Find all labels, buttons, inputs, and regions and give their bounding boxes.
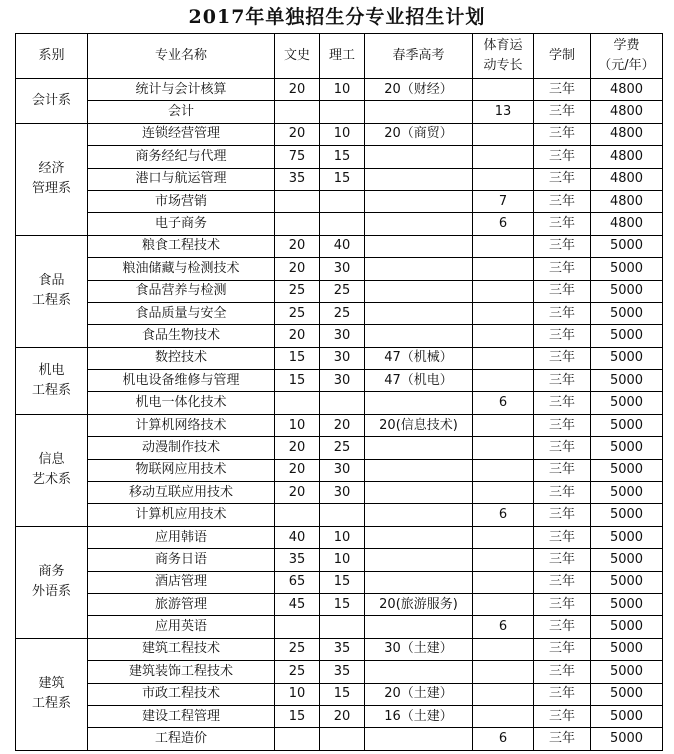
table-row bbox=[16, 683, 663, 705]
spring-cell bbox=[365, 482, 473, 504]
table-row bbox=[16, 593, 663, 615]
fee-cell: 5000 bbox=[591, 459, 663, 481]
spring-cell: 20(信息技术) bbox=[365, 414, 473, 436]
table-row bbox=[16, 235, 663, 257]
major-cell: 食品生物技术 bbox=[88, 325, 275, 347]
arts-cell: 25 bbox=[275, 280, 320, 302]
duration-cell: 三年 bbox=[534, 258, 591, 280]
duration-cell: 三年 bbox=[534, 571, 591, 593]
arts-cell bbox=[275, 101, 320, 123]
sports-cell bbox=[473, 325, 534, 347]
arts-cell bbox=[275, 213, 320, 235]
duration-cell: 三年 bbox=[534, 661, 591, 683]
arts-cell: 25 bbox=[275, 661, 320, 683]
table-row bbox=[16, 101, 663, 123]
major-cell: 物联网应用技术 bbox=[88, 459, 275, 481]
science-cell: 20 bbox=[320, 414, 365, 436]
science-cell: 10 bbox=[320, 79, 365, 101]
fee-cell: 5000 bbox=[591, 526, 663, 548]
arts-cell bbox=[275, 190, 320, 212]
table-row bbox=[16, 146, 663, 168]
table-body bbox=[16, 79, 663, 751]
fee-cell: 5000 bbox=[591, 325, 663, 347]
arts-cell bbox=[275, 504, 320, 526]
spring-cell: 16（土建） bbox=[365, 705, 473, 727]
science-cell: 20 bbox=[320, 705, 365, 727]
science-cell: 30 bbox=[320, 325, 365, 347]
major-cell: 计算机网络技术 bbox=[88, 414, 275, 436]
spring-cell: 47（机电） bbox=[365, 370, 473, 392]
sports-cell: 13 bbox=[473, 101, 534, 123]
duration-cell: 三年 bbox=[534, 504, 591, 526]
major-cell: 食品质量与安全 bbox=[88, 302, 275, 324]
header-row bbox=[16, 34, 663, 79]
dept-name-line: 建筑 bbox=[38, 676, 65, 692]
fee-cell: 5000 bbox=[591, 638, 663, 660]
arts-cell: 20 bbox=[275, 79, 320, 101]
science-cell: 10 bbox=[320, 549, 365, 571]
header-sports-line2: 动专长 bbox=[483, 58, 523, 73]
duration-cell: 三年 bbox=[534, 213, 591, 235]
major-cell: 工程造价 bbox=[88, 728, 275, 750]
spring-cell: 47（机械） bbox=[365, 347, 473, 369]
spring-cell bbox=[365, 146, 473, 168]
sports-cell: 6 bbox=[473, 616, 534, 638]
science-cell: 10 bbox=[320, 123, 365, 145]
sports-cell bbox=[473, 302, 534, 324]
science-cell: 25 bbox=[320, 437, 365, 459]
sports-cell bbox=[473, 79, 534, 101]
sports-cell: 6 bbox=[473, 392, 534, 414]
science-cell: 15 bbox=[320, 683, 365, 705]
major-cell: 酒店管理 bbox=[88, 571, 275, 593]
dept-name-line: 信息 bbox=[38, 452, 65, 468]
duration-cell: 三年 bbox=[534, 302, 591, 324]
sports-cell bbox=[473, 437, 534, 459]
table-row bbox=[16, 280, 663, 302]
duration-cell: 三年 bbox=[534, 146, 591, 168]
arts-cell: 35 bbox=[275, 549, 320, 571]
sports-cell: 6 bbox=[473, 213, 534, 235]
fee-cell: 4800 bbox=[591, 79, 663, 101]
header-dept: 系别 bbox=[16, 34, 88, 79]
arts-cell: 10 bbox=[275, 683, 320, 705]
dept-cell bbox=[16, 638, 88, 750]
fee-cell: 5000 bbox=[591, 258, 663, 280]
sports-cell bbox=[473, 683, 534, 705]
duration-cell: 三年 bbox=[534, 593, 591, 615]
arts-cell: 20 bbox=[275, 459, 320, 481]
dept-name-line: 管理系 bbox=[31, 181, 71, 197]
dept-name-line: 工程系 bbox=[31, 293, 71, 309]
fee-cell: 5000 bbox=[591, 392, 663, 414]
enrollment-plan-table bbox=[15, 33, 663, 751]
fee-cell: 5000 bbox=[591, 302, 663, 324]
duration-cell: 三年 bbox=[534, 459, 591, 481]
major-cell: 机电一体化技术 bbox=[88, 392, 275, 414]
fee-cell: 4800 bbox=[591, 146, 663, 168]
sports-cell: 6 bbox=[473, 504, 534, 526]
science-cell: 25 bbox=[320, 280, 365, 302]
science-cell: 35 bbox=[320, 638, 365, 660]
spring-cell bbox=[365, 571, 473, 593]
fee-cell: 5000 bbox=[591, 683, 663, 705]
science-cell bbox=[320, 728, 365, 750]
arts-cell: 40 bbox=[275, 526, 320, 548]
spring-cell bbox=[365, 392, 473, 414]
header-sports-line1: 体育运 bbox=[483, 38, 523, 53]
science-cell bbox=[320, 392, 365, 414]
spring-cell: 20（商贸） bbox=[365, 123, 473, 145]
table-row bbox=[16, 414, 663, 436]
sports-cell bbox=[473, 661, 534, 683]
science-cell: 15 bbox=[320, 593, 365, 615]
arts-cell: 20 bbox=[275, 235, 320, 257]
dept-name-line: 工程系 bbox=[31, 382, 71, 398]
duration-cell: 三年 bbox=[534, 549, 591, 571]
duration-cell: 三年 bbox=[534, 347, 591, 369]
table-row bbox=[16, 302, 663, 324]
major-cell: 统计与会计核算 bbox=[88, 79, 275, 101]
duration-cell: 三年 bbox=[534, 683, 591, 705]
spring-cell bbox=[365, 728, 473, 750]
dept-cell bbox=[16, 235, 88, 347]
science-cell: 40 bbox=[320, 235, 365, 257]
spring-cell bbox=[365, 302, 473, 324]
fee-cell: 5000 bbox=[591, 705, 663, 727]
arts-cell: 15 bbox=[275, 347, 320, 369]
duration-cell: 三年 bbox=[534, 482, 591, 504]
spring-cell bbox=[365, 168, 473, 190]
spring-cell bbox=[365, 549, 473, 571]
sports-cell bbox=[473, 459, 534, 481]
arts-cell: 45 bbox=[275, 593, 320, 615]
dept-name-line: 商务 bbox=[38, 564, 65, 580]
table-row bbox=[16, 79, 663, 101]
spring-cell bbox=[365, 325, 473, 347]
major-cell: 会计 bbox=[88, 101, 275, 123]
science-cell: 30 bbox=[320, 459, 365, 481]
table-row bbox=[16, 190, 663, 212]
duration-cell: 三年 bbox=[534, 325, 591, 347]
duration-cell: 三年 bbox=[534, 728, 591, 750]
header-duration: 学制 bbox=[534, 34, 591, 79]
dept-cell bbox=[16, 123, 88, 235]
duration-cell: 三年 bbox=[534, 101, 591, 123]
header-arts: 文史 bbox=[275, 34, 320, 79]
fee-cell: 5000 bbox=[591, 593, 663, 615]
sports-cell bbox=[473, 549, 534, 571]
spring-cell: 20（财经） bbox=[365, 79, 473, 101]
major-cell: 粮油储藏与检测技术 bbox=[88, 258, 275, 280]
dept-name-line: 会计系 bbox=[31, 92, 71, 108]
sports-cell bbox=[473, 347, 534, 369]
duration-cell: 三年 bbox=[534, 526, 591, 548]
science-cell: 15 bbox=[320, 571, 365, 593]
fee-cell: 4800 bbox=[591, 101, 663, 123]
table-row bbox=[16, 258, 663, 280]
arts-cell: 25 bbox=[275, 638, 320, 660]
table-row bbox=[16, 168, 663, 190]
header-fee-line2: （元/年） bbox=[598, 58, 655, 73]
science-cell bbox=[320, 190, 365, 212]
arts-cell: 20 bbox=[275, 482, 320, 504]
major-cell: 建设工程管理 bbox=[88, 705, 275, 727]
spring-cell: 20(旅游服务) bbox=[365, 593, 473, 615]
major-cell: 动漫制作技术 bbox=[88, 437, 275, 459]
table-row bbox=[16, 571, 663, 593]
major-cell: 建筑装饰工程技术 bbox=[88, 661, 275, 683]
major-cell: 建筑工程技术 bbox=[88, 638, 275, 660]
arts-cell: 15 bbox=[275, 370, 320, 392]
fee-cell: 4800 bbox=[591, 190, 663, 212]
dept-name-line: 食品 bbox=[38, 273, 65, 289]
spring-cell bbox=[365, 190, 473, 212]
arts-cell: 20 bbox=[275, 437, 320, 459]
fee-cell: 5000 bbox=[591, 437, 663, 459]
sports-cell bbox=[473, 705, 534, 727]
science-cell: 30 bbox=[320, 370, 365, 392]
sports-cell: 7 bbox=[473, 190, 534, 212]
duration-cell: 三年 bbox=[534, 392, 591, 414]
science-cell: 30 bbox=[320, 258, 365, 280]
duration-cell: 三年 bbox=[534, 370, 591, 392]
duration-cell: 三年 bbox=[534, 437, 591, 459]
table-row bbox=[16, 549, 663, 571]
major-cell: 市政工程技术 bbox=[88, 683, 275, 705]
major-cell: 计算机应用技术 bbox=[88, 504, 275, 526]
duration-cell: 三年 bbox=[534, 168, 591, 190]
science-cell: 30 bbox=[320, 347, 365, 369]
duration-cell: 三年 bbox=[534, 190, 591, 212]
major-cell: 连锁经营管理 bbox=[88, 123, 275, 145]
fee-cell: 5000 bbox=[591, 728, 663, 750]
arts-cell: 10 bbox=[275, 414, 320, 436]
spring-cell bbox=[365, 258, 473, 280]
dept-name-line: 机电 bbox=[38, 362, 65, 378]
header-spring-exam: 春季高考 bbox=[365, 34, 473, 79]
arts-cell: 20 bbox=[275, 123, 320, 145]
fee-cell: 4800 bbox=[591, 123, 663, 145]
spring-cell: 20（土建） bbox=[365, 683, 473, 705]
duration-cell: 三年 bbox=[534, 280, 591, 302]
fee-cell: 5000 bbox=[591, 414, 663, 436]
spring-cell bbox=[365, 235, 473, 257]
spring-cell bbox=[365, 504, 473, 526]
fee-cell: 5000 bbox=[591, 616, 663, 638]
table-row bbox=[16, 370, 663, 392]
dept-cell bbox=[16, 79, 88, 124]
major-cell: 数控技术 bbox=[88, 347, 275, 369]
science-cell: 35 bbox=[320, 661, 365, 683]
fee-cell: 5000 bbox=[591, 571, 663, 593]
major-cell: 商务日语 bbox=[88, 549, 275, 571]
spring-cell bbox=[365, 459, 473, 481]
spring-cell bbox=[365, 213, 473, 235]
major-cell: 商务经纪与代理 bbox=[88, 146, 275, 168]
arts-cell: 65 bbox=[275, 571, 320, 593]
header-fee-line1: 学费 bbox=[613, 38, 640, 53]
duration-cell: 三年 bbox=[534, 705, 591, 727]
spring-cell bbox=[365, 661, 473, 683]
fee-cell: 5000 bbox=[591, 661, 663, 683]
sports-cell bbox=[473, 482, 534, 504]
sports-cell bbox=[473, 146, 534, 168]
arts-cell bbox=[275, 392, 320, 414]
sports-cell: 6 bbox=[473, 728, 534, 750]
table-row bbox=[16, 437, 663, 459]
sports-cell bbox=[473, 123, 534, 145]
spring-cell bbox=[365, 616, 473, 638]
arts-cell: 15 bbox=[275, 705, 320, 727]
fee-cell: 5000 bbox=[591, 370, 663, 392]
arts-cell bbox=[275, 616, 320, 638]
header-major: 专业名称 bbox=[88, 34, 275, 79]
header-fee bbox=[591, 34, 663, 79]
dept-name-line: 工程系 bbox=[31, 696, 71, 712]
dept-name-line: 外语系 bbox=[31, 584, 71, 600]
major-cell: 电子商务 bbox=[88, 213, 275, 235]
fee-cell: 4800 bbox=[591, 168, 663, 190]
table-row bbox=[16, 392, 663, 414]
science-cell: 15 bbox=[320, 146, 365, 168]
arts-cell: 75 bbox=[275, 146, 320, 168]
arts-cell bbox=[275, 728, 320, 750]
sports-cell bbox=[473, 235, 534, 257]
duration-cell: 三年 bbox=[534, 79, 591, 101]
dept-name-line: 经济 bbox=[38, 161, 65, 177]
sports-cell bbox=[473, 571, 534, 593]
table-row bbox=[16, 213, 663, 235]
science-cell bbox=[320, 101, 365, 123]
major-cell: 应用英语 bbox=[88, 616, 275, 638]
duration-cell: 三年 bbox=[534, 123, 591, 145]
sports-cell bbox=[473, 370, 534, 392]
table-row bbox=[16, 705, 663, 727]
science-cell bbox=[320, 616, 365, 638]
table-row bbox=[16, 482, 663, 504]
table-row bbox=[16, 638, 663, 660]
duration-cell: 三年 bbox=[534, 616, 591, 638]
science-cell: 30 bbox=[320, 482, 365, 504]
major-cell: 移动互联应用技术 bbox=[88, 482, 275, 504]
table-row bbox=[16, 325, 663, 347]
header-sports bbox=[473, 34, 534, 79]
dept-cell bbox=[16, 526, 88, 638]
fee-cell: 5000 bbox=[591, 235, 663, 257]
sports-cell bbox=[473, 168, 534, 190]
page-title: 2017年单独招生分专业招生计划 bbox=[188, 6, 486, 28]
arts-cell: 20 bbox=[275, 325, 320, 347]
duration-cell: 三年 bbox=[534, 414, 591, 436]
sports-cell bbox=[473, 526, 534, 548]
major-cell: 港口与航运管理 bbox=[88, 168, 275, 190]
science-cell: 25 bbox=[320, 302, 365, 324]
science-cell bbox=[320, 213, 365, 235]
table-row bbox=[16, 504, 663, 526]
sports-cell bbox=[473, 280, 534, 302]
fee-cell: 5000 bbox=[591, 504, 663, 526]
sports-cell bbox=[473, 638, 534, 660]
table-row bbox=[16, 347, 663, 369]
duration-cell: 三年 bbox=[534, 235, 591, 257]
science-cell: 15 bbox=[320, 168, 365, 190]
spring-cell bbox=[365, 101, 473, 123]
science-cell: 10 bbox=[320, 526, 365, 548]
fee-cell: 5000 bbox=[591, 280, 663, 302]
major-cell: 旅游管理 bbox=[88, 593, 275, 615]
dept-name-line: 艺术系 bbox=[31, 472, 71, 488]
header-science: 理工 bbox=[320, 34, 365, 79]
major-cell: 市场营销 bbox=[88, 190, 275, 212]
table-row bbox=[16, 616, 663, 638]
table-row bbox=[16, 728, 663, 750]
spring-cell: 30（土建） bbox=[365, 638, 473, 660]
science-cell bbox=[320, 504, 365, 526]
fee-cell: 4800 bbox=[591, 213, 663, 235]
table-row bbox=[16, 123, 663, 145]
table-row bbox=[16, 661, 663, 683]
dept-cell bbox=[16, 347, 88, 414]
fee-cell: 5000 bbox=[591, 482, 663, 504]
duration-cell: 三年 bbox=[534, 638, 591, 660]
arts-cell: 20 bbox=[275, 258, 320, 280]
major-cell: 机电设备维修与管理 bbox=[88, 370, 275, 392]
arts-cell: 25 bbox=[275, 302, 320, 324]
spring-cell bbox=[365, 526, 473, 548]
table-row bbox=[16, 526, 663, 548]
fee-cell: 5000 bbox=[591, 549, 663, 571]
spring-cell bbox=[365, 280, 473, 302]
sports-cell bbox=[473, 258, 534, 280]
major-cell: 粮食工程技术 bbox=[88, 235, 275, 257]
sports-cell bbox=[473, 593, 534, 615]
dept-cell bbox=[16, 414, 88, 526]
fee-cell: 5000 bbox=[591, 347, 663, 369]
arts-cell: 35 bbox=[275, 168, 320, 190]
spring-cell bbox=[365, 437, 473, 459]
table-row bbox=[16, 459, 663, 481]
major-cell: 食品营养与检测 bbox=[88, 280, 275, 302]
sports-cell bbox=[473, 414, 534, 436]
major-cell: 应用韩语 bbox=[88, 526, 275, 548]
